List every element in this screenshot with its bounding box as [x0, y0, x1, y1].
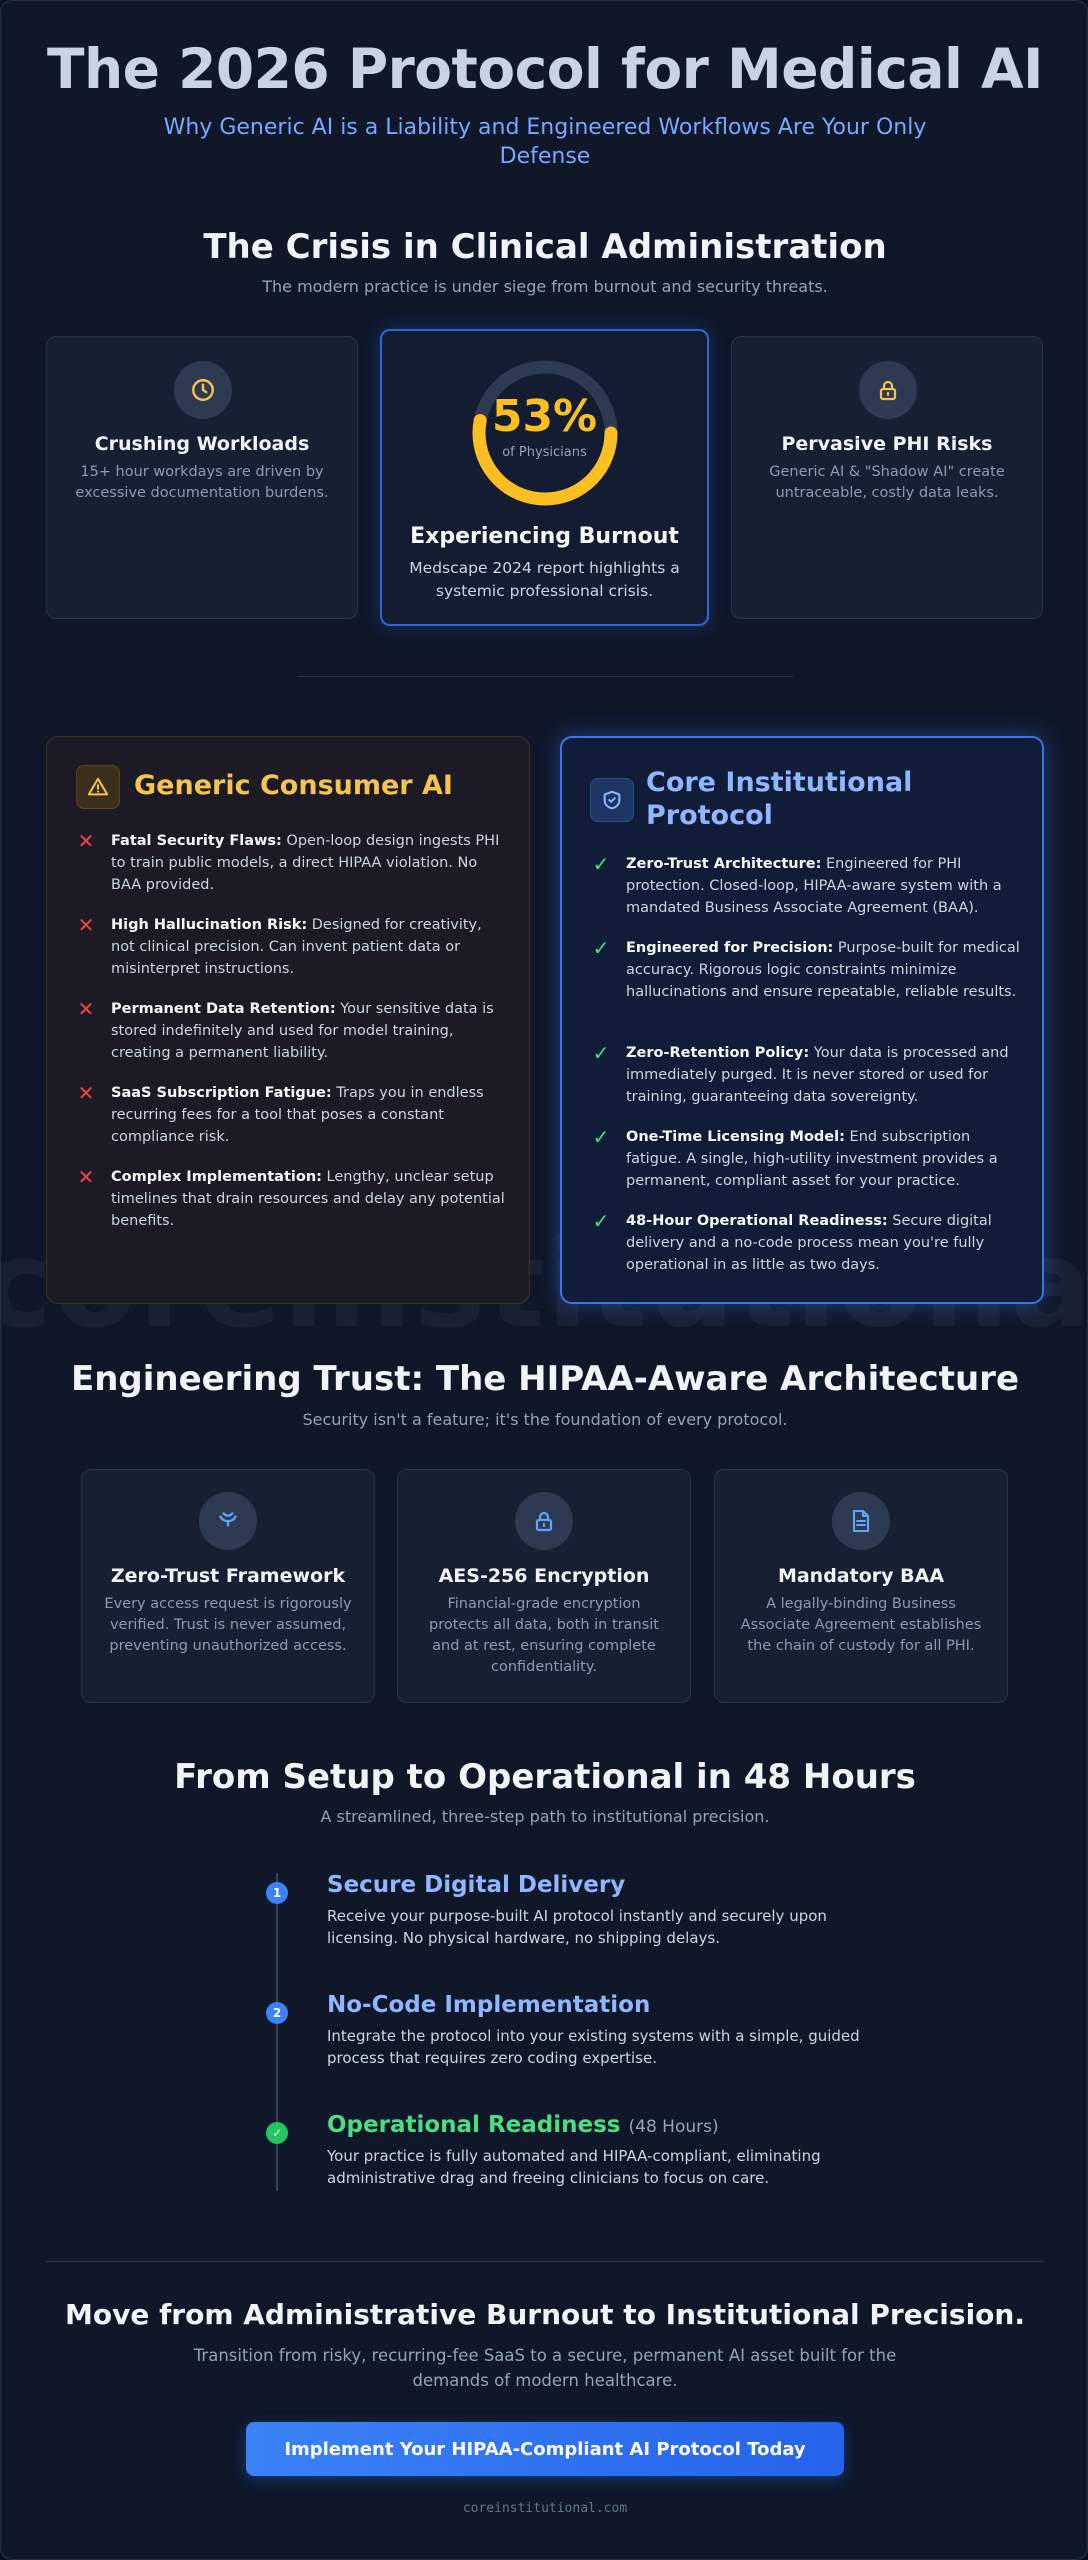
list-item — [75, 830, 505, 896]
trust-card-title: Zero-Trust Framework — [110, 1565, 346, 1587]
list-item — [590, 1210, 1022, 1276]
item-text: Open-loop design ingests PHI to train public models, a direct HIPAA violation. No BAA provided. — [111, 833, 500, 893]
crisis-card-workloads — [46, 336, 358, 619]
document-icon — [832, 1492, 890, 1550]
crisis-card-title: Pervasive PHI Risks — [781, 433, 993, 455]
trust-card-baa — [714, 1469, 1008, 1703]
step-marker: 1 — [266, 1882, 288, 1904]
section-divider — [46, 2261, 1043, 2262]
cta-title: Move from Administrative Burnout to Institutional Precision. — [65, 2298, 1025, 2331]
item-text: Purpose-built for medical accuracy. Rigorous logic constraints minimize hallucinations and ensure repeatable, reliable results. — [626, 940, 1020, 1000]
trust-card-encryption — [397, 1469, 691, 1703]
step-title: No-Code Implementation — [327, 1992, 651, 2018]
list-item — [75, 1166, 505, 1232]
core-protocol-panel — [560, 736, 1044, 1304]
trust-card-text: Every access request is rigorously verified. Trust is never assumed, preventing unauthorized access. — [104, 1596, 352, 1654]
section-divider — [297, 676, 793, 677]
burnout-stat-label: of Physicians — [502, 445, 587, 460]
crisis-card-text: Medscape 2024 report highlights a systemic professional crisis. — [409, 559, 680, 600]
step-title: Secure Digital Delivery — [327, 1872, 626, 1898]
item-label: One-Time Licensing Model: — [626, 1129, 845, 1145]
crisis-section-title: The Crisis in Clinical Administration — [203, 227, 887, 267]
list-item — [75, 998, 505, 1064]
generic-ai-panel — [46, 736, 530, 1304]
crisis-card-text: Generic AI & "Shadow AI" create untraceable, costly data leaks. — [769, 464, 1005, 501]
lock-icon — [515, 1492, 573, 1550]
step-title — [327, 2112, 719, 2138]
implement-protocol-button[interactable]: Implement Your HIPAA-Compliant AI Protocol Today — [246, 2422, 844, 2476]
list-item — [75, 1082, 505, 1148]
x-icon: ✕ — [77, 1081, 95, 1105]
step-marker: 2 — [266, 2002, 288, 2024]
trust-card-text: A legally-binding Business Associate Agreement establishes the chain of custody for all PHI. — [740, 1596, 982, 1654]
item-label: High Hallucination Risk: — [111, 917, 308, 933]
item-label: Zero-Trust Architecture: — [626, 856, 822, 872]
clock-icon — [174, 361, 232, 419]
step-text: Receive your purpose-built AI protocol instantly and securely upon licensing. No physical hardware, no shipping delays. — [327, 1907, 827, 1947]
item-text: Your data is processed and immediately purged. It is never stored or used for training, guaranteeing data sovereignty. — [626, 1045, 1009, 1105]
item-label: SaaS Subscription Fatigue: — [111, 1085, 332, 1101]
item-text: End subscription fatigue. A single, high-utility investment provides a permanent, compliant asset for your practice. — [626, 1129, 998, 1189]
check-icon: ✓ — [592, 936, 610, 960]
item-label: 48-Hour Operational Readiness: — [626, 1213, 888, 1229]
crisis-card-phi-risks — [731, 336, 1043, 619]
item-text: Engineered for PHI protection. Closed-loop, HIPAA-aware system with a mandated Business Associate Agreement (BAA). — [626, 856, 1002, 916]
x-icon: ✕ — [77, 913, 95, 937]
crisis-card-title: Experiencing Burnout — [410, 524, 679, 549]
check-circle-icon: ✓ — [266, 2122, 288, 2144]
x-icon: ✕ — [77, 1165, 95, 1189]
list-item — [75, 914, 505, 980]
list-item — [590, 1042, 1022, 1108]
trust-card-zero-trust — [81, 1469, 375, 1703]
check-icon: ✓ — [592, 852, 610, 876]
item-label: Permanent Data Retention: — [111, 1001, 336, 1017]
footer-url[interactable]: coreinstitutional.com — [462, 2501, 628, 2516]
item-text: Designed for creativity, not clinical precision. Can invent patient data or misinterpret instructions. — [111, 917, 482, 977]
item-text: Lengthy, unclear setup timelines that drain resources and delay any potential benefits. — [111, 1169, 505, 1229]
cta-text: Transition from risky, recurring-fee SaaS to a secure, permanent AI asset built for the demands of modern healthcare. — [193, 2346, 897, 2390]
timeline-section-title: From Setup to Operational in 48 Hours — [174, 1757, 916, 1797]
warning-icon — [76, 765, 120, 809]
page-title: The 2026 Protocol for Medical AI — [46, 37, 1044, 101]
trust-section-subtitle: Security isn't a feature; it's the foundation of every protocol. — [302, 1410, 788, 1429]
list-item — [590, 937, 1022, 1003]
shield-icon — [590, 778, 634, 822]
trust-card-text: Financial-grade encryption protects all data, both in transit and at rest, ensuring complete confidentiality. — [429, 1596, 659, 1675]
trust-card-title: Mandatory BAA — [777, 1565, 945, 1587]
item-text: Traps you in endless recurring fees for a tool that poses a constant compliance risk. — [111, 1085, 484, 1145]
item-text: Secure digital delivery and a no-code process mean you're fully operational in as little as two days. — [626, 1213, 992, 1273]
timeline-section-subtitle: A streamlined, three-step path to institutional precision. — [320, 1807, 770, 1826]
item-label: Complex Implementation: — [111, 1169, 322, 1185]
step-title-text: Operational Readiness — [327, 2112, 621, 2138]
list-item — [590, 1126, 1022, 1192]
check-icon: ✓ — [592, 1209, 610, 1233]
core-protocol-title: Core Institutional Protocol — [646, 767, 913, 831]
x-icon: ✕ — [77, 997, 95, 1021]
item-text: Your sensitive data is stored indefinitely and used for model training, creating a permanent liability. — [111, 1001, 494, 1061]
page-subtitle: Why Generic AI is a Liability and Engineered Workflows Are Your Only Defense — [163, 115, 927, 169]
step-text: Your practice is fully automated and HIPAA-compliant, eliminating administrative drag and freeing clinicians to focus on care. — [327, 2147, 821, 2187]
x-icon: ✕ — [77, 829, 95, 853]
item-label: Fatal Security Flaws: — [111, 833, 282, 849]
burnout-stat-value: 53% — [491, 391, 598, 442]
trust-section-title: Engineering Trust: The HIPAA-Aware Architecture — [70, 1359, 1019, 1399]
check-icon: ✓ — [592, 1125, 610, 1149]
trust-card-title: AES-256 Encryption — [438, 1565, 650, 1587]
item-label: Engineered for Precision: — [626, 940, 834, 956]
list-item — [590, 853, 1022, 919]
step-text: Integrate the protocol into your existing systems with a simple, guided process that requires zero coding expertise. — [327, 2027, 860, 2067]
item-label: Zero-Retention Policy: — [626, 1045, 810, 1061]
check-icon: ✓ — [592, 1041, 610, 1065]
crisis-card-burnout — [380, 329, 709, 626]
step-duration: (48 Hours) — [628, 2117, 719, 2137]
crisis-section-subtitle: The modern practice is under siege from burnout and security threats. — [262, 277, 828, 296]
crisis-card-text: 15+ hour workdays are driven by excessive documentation burdens. — [75, 464, 329, 501]
generic-ai-title: Generic Consumer AI — [134, 770, 453, 801]
crisis-card-title: Crushing Workloads — [94, 433, 310, 455]
zero-trust-icon — [199, 1492, 257, 1550]
lock-icon — [859, 361, 917, 419]
